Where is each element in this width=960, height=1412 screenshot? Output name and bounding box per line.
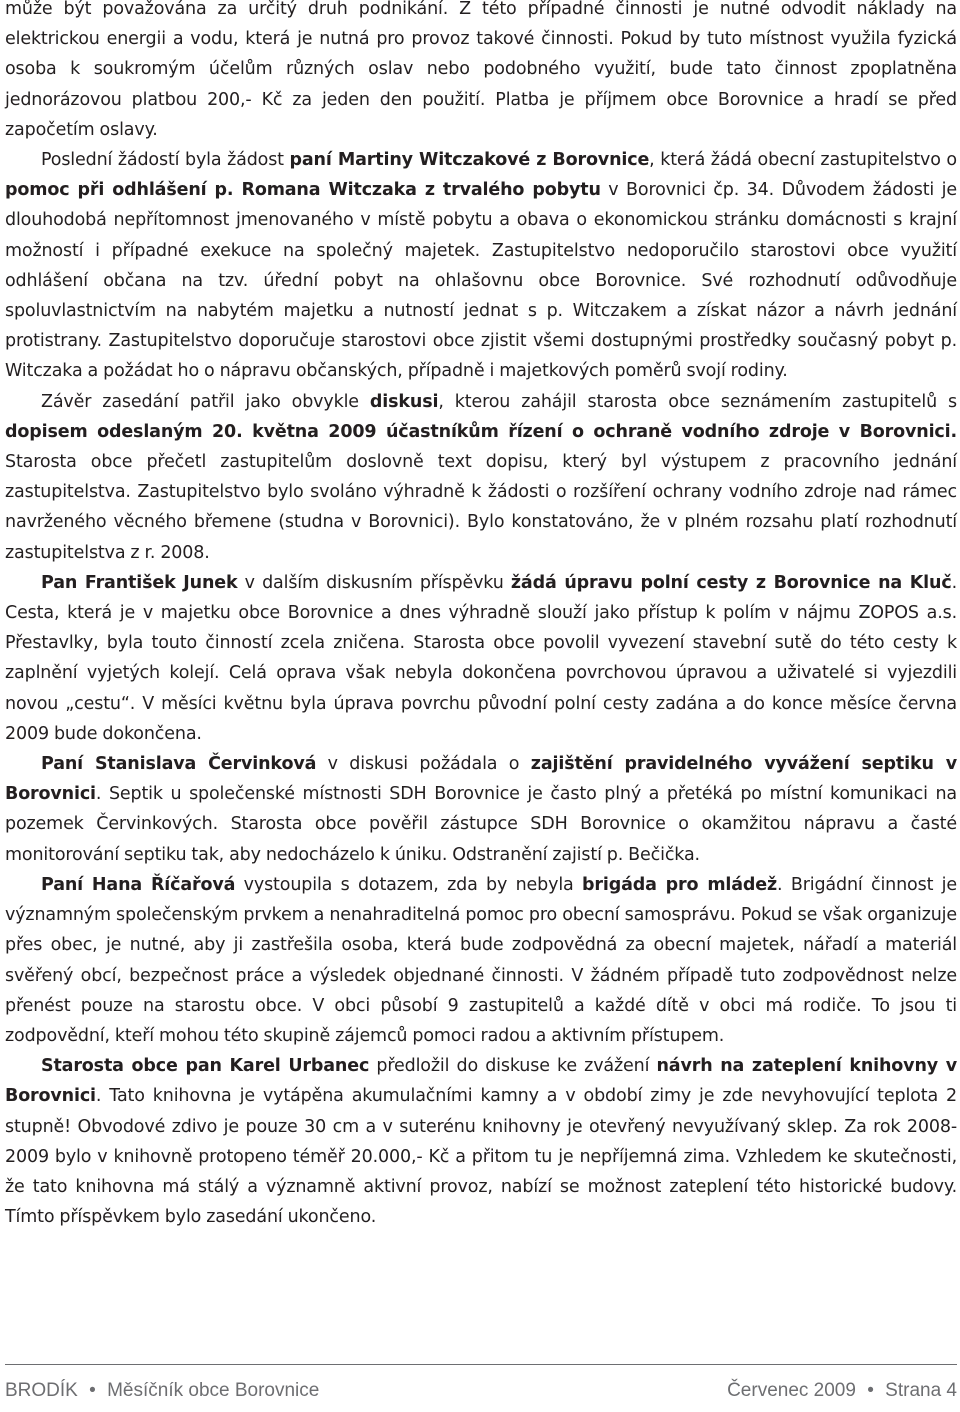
text-run: , kterou zahájil starosta obce seznámením zastupitelů s [438,391,957,412]
bold-text-run: zajištění pravidelného vyvážení septiku v Borovnici [5,754,957,805]
text-run: může být považována za určitý druh podnikání. Z této případné činnosti je nutné odvodit náklady na elektrickou energii a vodu, která je nutná pro provoz takové činnosti. Pokud by tuto místnost využila fyzická osoba k soukromým účelům různých oslav nebo podobného využití, bude tato činnost zpoplatněna jednorázovou platbou 200,- Kč za jeden den použití. Platba je příjmem obce Borovnice a hradí se před započetím oslavy. [5,0,957,140]
paragraph-discussion-water-source [5,387,957,568]
bold-text-run: žádá úpravu polní cesty z Borovnice na Kluč [510,572,952,593]
text-run: . Tato knihovna je vytápěna akumulačními kamny a v období zimy je zde nevyhovující teplota 2 stupně! Obvodové zdivo je pouze 30 cm a v suterénu knihovny je otevřený nevyužívaný sklep. Za rok 2008-2009 bylo v knihovně protopeno téměř 20.000,- Kč a přitom tu je nepříjemná zima. Vzhledem ke skutečnosti, že tato knihovna má stálý a významně aktivní provoz, nabízí se možnost zateplení této historické budovy. Tímto příspěvkem bylo zasedání ukončeno. [5,1086,957,1228]
footer-left [5,1380,319,1402]
text-run: Starosta obce přečetl zastupitelům doslovně text dopisu, který byl výstupem z pracovního jednání zastupitelstva. Zastupitelstvo bylo svoláno výhradně k žádosti o rozšíření ochrany vodního zdroje nad rámec navrženého věcného břemene (studna v Borovnici). Bylo konstatováno, že v plném rozsahu platí rozhodnutí zastupitelstva z r. 2008. [5,452,957,563]
text-run: v dalším diskusním příspěvku [237,572,511,593]
bold-text-run: diskusi [369,391,439,412]
footer-right [727,1380,957,1402]
bold-text-run: pomoc při odhlášení p. Romana Witczaka z trvalého pobytu [5,180,601,201]
text-run: . Septik u společenské místnosti SDH Borovnice je často plný a přetéká po místní komunikaci na pozemek Červinkových. Starosta obce pověřil zástupce SDH Borovnice o okamžitou nápravu a časté monitorování septiku tak, aby nedocházelo k úniku. Odstranění zajistí p. Bečička. [5,784,957,865]
bold-text-run: Paní Stanislava Červinková [41,754,317,775]
text-run: v Borovnici čp. 34. Důvodem žádosti je dlouhodobá nepřítomnost jmenovaného v místě pobytu a obava o ekonomickou stránku domácnosti s krajní možností i případné exekuce na společný majetek. Zastupitelstvo nedoporučilo starostovi obce využití odhlášení občana na tzv. úřední pobyt na ohlašovnu obce Borovnice. Své rozhodnutí odůvodňuje spoluvlastnictvím na nabytém majetku a nutností jednat s p. Witczakem a získat názor a návrh jednání protistrany. Zastupitelstvo doporučuje starostovi obce zjistit všemi dostupnými prostředky současný pobyt p. Witczaka a požádat ho o nápravu občanských, případně i majetkových poměrů svojí rodiny. [5,180,957,382]
paragraph-witczakova-request [5,145,957,387]
paragraph-hall-rental [5,0,957,145]
text-run: předložil do diskuse ke zvážení [369,1056,657,1077]
paragraph-urbanec-library-insulation [5,1051,957,1232]
article-body [5,0,957,1232]
bold-text-run: Starosta obce pan Karel Urbanec [41,1056,370,1077]
footer-bullet: • [867,1380,874,1401]
bold-text-run: návrh na zateplení knihovny v Borovnici [5,1056,957,1107]
bold-text-run: Paní Hana Říčařová [41,874,236,895]
paragraph-junek-road [5,568,957,749]
text-run: Poslední žádostí byla žádost [41,150,290,171]
bold-text-run: dopisem odeslaným 20. května 2009 účastníkům řízení o ochraně vodního zdroje v Borovnici. [5,421,957,442]
footer-issue-date: Červenec 2009 [727,1380,856,1401]
bold-text-run: paní Martiny Witczakové z Borovnice [289,150,650,171]
text-run: , která žádá obecní zastupitelstvo o [649,150,957,171]
footer-bullet: • [89,1380,96,1401]
page-footer [5,1378,957,1404]
footer-publication-subtitle: Měsíčník obce Borovnice [107,1380,320,1401]
text-run: Závěr zasedání patřil jako obvykle [41,391,370,412]
paragraph-ricarova-youth-brigade [5,870,957,1051]
footer-page-number: Strana 4 [885,1380,957,1401]
bold-text-run: Pan František Junek [41,572,238,593]
text-run: vystoupila s dotazem, zda by nebyla [235,874,582,895]
footer-publication-name: BRODÍK [5,1380,78,1401]
bold-text-run: brigáda pro mládež [581,874,778,895]
paragraph-cervinkova-septic [5,749,957,870]
text-run: . Cesta, která je v majetku obce Borovnice a dnes výhradně slouží jako přístup k polím v nájmu ZOPOS a.s. Přestavlky, byla touto činností zcela zničena. Starosta obce povolil vyvezení stavební sutě do této cesty k zaplnění vyjetých kolejí. Celá oprava však nebyla dokončena povrchovou úpravou a uživatelé si vyjezdili novou „cestu“. V měsíci květnu byla úprava povrchu původní polní cesty zadána a do konce měsíce června 2009 bude dokončena. [5,572,957,744]
text-run: . Brigádní činnost je významným společenským prvkem a nenahraditelná pomoc pro obecní samosprávu. Pokud se však organizuje přes obec, je nutné, aby ji zastřešila osoba, která bude zodpovědná za obecní majetek, nářadí a materiál svěřený obcí, bezpečnost práce a výsledek objednané činnosti. V žádném případě tuto zodpovědnost nelze přenést pouze na starostu obce. V obci působí 9 zastupitelů a každé dítě v obci má rodiče. To jsou ti zodpovědní, kteří mohou této skupině zájemců pomoci radou a aktivním přístupem. [5,874,957,1046]
footer-divider [5,1364,957,1365]
text-run: v diskusi požádala o [316,754,531,775]
